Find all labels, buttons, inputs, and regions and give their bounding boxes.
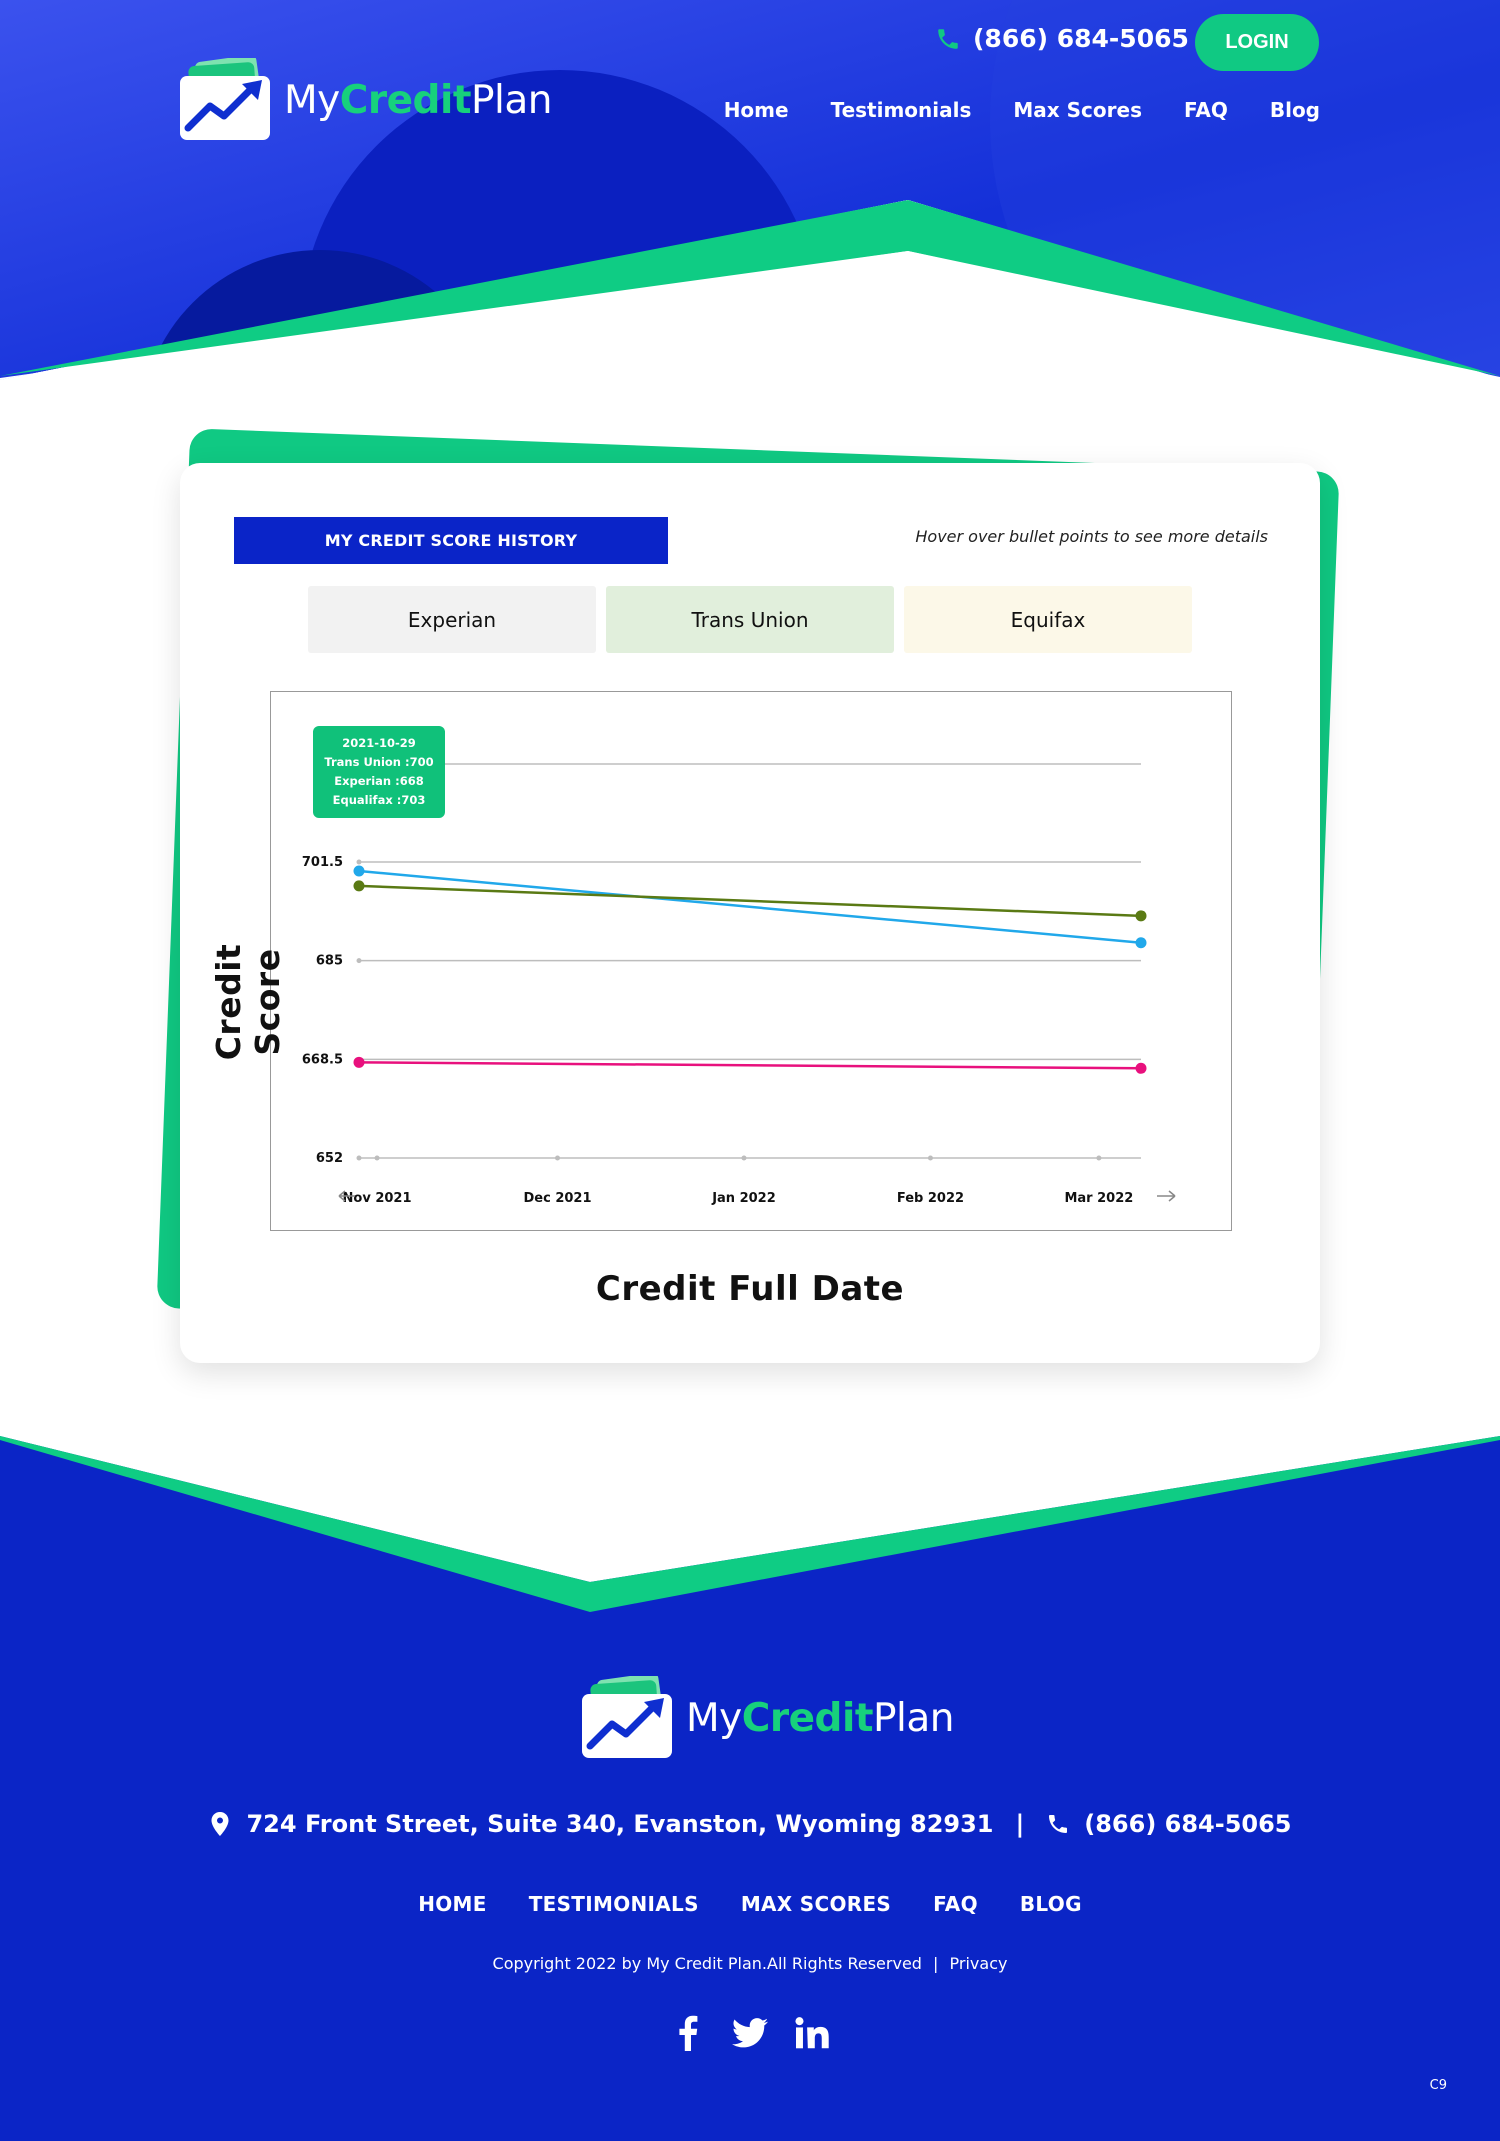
y-tick-marker <box>357 860 362 865</box>
y-tick-label: 685 <box>315 953 343 969</box>
y-tick-label: 652 <box>315 1151 343 1166</box>
footer-nav-faq[interactable]: FAQ <box>933 1892 978 1916</box>
header-phone-number: (866) 684-5065 <box>973 24 1189 53</box>
x-tick-label: Jan 2022 <box>712 1191 776 1206</box>
data-point-trans-union <box>354 865 365 876</box>
phone-icon <box>935 26 961 52</box>
credit-score-chart <box>270 691 1232 1231</box>
y-tick-label: 701.5 <box>301 855 343 870</box>
nav-testimonials[interactable]: Testimonials <box>830 98 972 122</box>
hero-header <box>0 0 1500 400</box>
series-line-trans-union <box>359 871 1141 943</box>
copyright-text: Copyright 2022 by My Credit Plan.All Rights Reserved <box>492 1954 922 1973</box>
x-tick-label: Dec 2021 <box>523 1191 592 1206</box>
x-tick-marker <box>1096 1156 1101 1161</box>
linkedin-icon[interactable] <box>792 2013 832 2053</box>
x-tick-label: Nov 2021 <box>342 1191 412 1206</box>
data-point-equifax <box>1136 910 1147 921</box>
section-title: MY CREDIT SCORE HISTORY <box>234 517 668 564</box>
footer-phone-icon <box>1046 1811 1070 1837</box>
tooltip-line-trans-union: Trans Union :700 <box>324 755 434 769</box>
copyright <box>0 1954 1500 1973</box>
tooltip-line-experian: Experian :668 <box>334 774 424 788</box>
x-tick-marker <box>375 1156 380 1161</box>
footer-nav-home[interactable]: HOME <box>418 1892 487 1916</box>
copyright-separator: | <box>933 1954 939 1973</box>
x-tick-marker <box>555 1156 560 1161</box>
data-point-equifax <box>354 880 365 891</box>
bureau-tabs <box>308 586 1192 653</box>
tooltip-line-equifax: Equalifax :703 <box>332 793 426 807</box>
pan-right-arrow-icon <box>1157 1191 1175 1201</box>
login-button[interactable]: LOGIN <box>1195 14 1319 71</box>
tab-experian[interactable]: Experian <box>308 586 596 653</box>
x-tick-marker <box>928 1156 933 1161</box>
logo-mark-icon <box>180 58 272 142</box>
main-nav <box>724 98 1320 122</box>
x-tick-marker <box>741 1156 746 1161</box>
footer-nav-max-scores[interactable]: MAX SCORES <box>740 1892 892 1916</box>
twitter-icon[interactable] <box>730 2013 770 2053</box>
credit-history-card <box>180 463 1320 1363</box>
tooltip-date: 2021-10-29 <box>342 736 416 750</box>
footer-nav <box>0 1892 1500 1916</box>
hover-hint: Hover over bullet points to see more details <box>915 527 1268 546</box>
footer-logo[interactable] <box>582 1676 954 1760</box>
data-point-experian <box>354 1057 365 1068</box>
footer-contact-separator: | <box>1015 1810 1025 1838</box>
location-pin-icon <box>208 1811 232 1837</box>
y-axis-title: Credit Score <box>209 943 287 1061</box>
footer-address: 724 Front Street, Suite 340, Evanston, Wyoming 82931 <box>246 1810 994 1838</box>
tab-equifax[interactable]: Equifax <box>904 586 1192 653</box>
footer-logo-wordmark: MyCreditPlan <box>686 1695 954 1741</box>
footer-contact-row <box>0 1810 1500 1838</box>
series-line-experian <box>359 1062 1141 1068</box>
nav-max-scores[interactable]: Max Scores <box>1013 98 1142 122</box>
footer-nav-blog[interactable]: BLOG <box>1019 1892 1082 1916</box>
corner-code: C9 <box>1429 2078 1447 2093</box>
y-tick-marker <box>357 958 362 963</box>
logo-wordmark: MyCreditPlan <box>284 77 552 123</box>
nav-home[interactable]: Home <box>723 98 789 122</box>
footer-logo-mark-icon <box>582 1676 674 1760</box>
site-footer <box>0 1430 1500 2141</box>
nav-faq[interactable]: FAQ <box>1183 98 1228 122</box>
privacy-link[interactable]: Privacy <box>949 1954 1008 1973</box>
series-line-equifax <box>359 886 1141 916</box>
y-tick-marker <box>357 1156 362 1161</box>
data-point-trans-union <box>1136 937 1147 948</box>
x-axis-title: Credit Full Date <box>595 1269 905 1309</box>
facebook-icon[interactable] <box>668 2013 708 2053</box>
tab-trans-union[interactable]: Trans Union <box>606 586 894 653</box>
nav-blog[interactable]: Blog <box>1269 98 1320 122</box>
social-links <box>0 2013 1500 2053</box>
chart-tooltip <box>313 726 445 818</box>
x-tick-label: Feb 2022 <box>896 1191 965 1206</box>
y-tick-label: 668.5 <box>301 1052 343 1068</box>
header-logo[interactable] <box>180 58 552 142</box>
footer-nav-testimonials[interactable]: TESTIMONIALS <box>528 1892 699 1916</box>
data-point-experian <box>1136 1063 1147 1074</box>
header-phone[interactable] <box>935 24 1189 53</box>
x-tick-label: Mar 2022 <box>1064 1191 1134 1206</box>
footer-phone[interactable]: (866) 684-5065 <box>1084 1810 1292 1838</box>
